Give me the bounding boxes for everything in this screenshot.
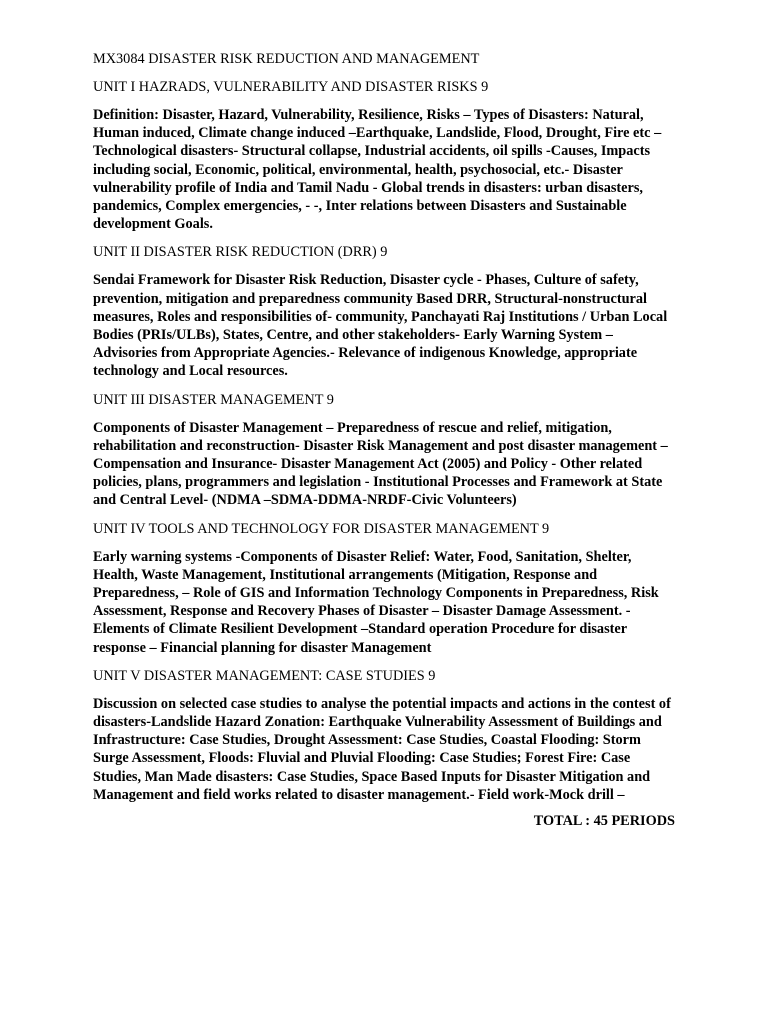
unit-3-heading: UNIT III DISASTER MANAGEMENT 9 <box>93 391 334 408</box>
unit-3-section <box>93 391 675 510</box>
unit-2-heading: UNIT II DISASTER RISK REDUCTION (DRR) 9 <box>93 244 388 261</box>
unit-1-section <box>93 78 675 233</box>
course-title: MX3084 DISASTER RISK REDUCTION AND MANAGEMENT <box>93 51 480 67</box>
unit-5-content: Discussion on selected case studies to analyse the potential impacts and actions in the contest of disasters-Landslide Hazard Zonation: Earthquake Vulnerability Assessment of Buildings and Infrastructure: Case Studies, Drought Assessment: Case Studies, Coastal Flooding: Storm Surge Assessment, Floods: Fluvial and Pluvial Flooding: Case Studies; Forest Fire: Case Studies, Man Made disasters: Case Studies, Space Based Inputs for Disaster Mitigation and Management and field works related to disaster management.- Field work-Mock drill – <box>93 695 671 803</box>
unit-4-section <box>93 520 675 657</box>
unit-2-content: Sendai Framework for Disaster Risk Reduction, Disaster cycle - Phases, Culture of safety, prevention, mitigation and preparedness community Based DRR, Structural-nonstructural measures, Roles and responsibilities of- community, Panchayati Raj Institutions / Urban Local Bodies (PRIs/ULBs), States, Centre, and other stakeholders- Early Warning System – Advisories from Appropriate Agencies.- Relevance of indigenous Knowledge, appropriate technology and Local resources. <box>93 272 668 380</box>
total-periods: TOTAL : 45 PERIODS <box>533 813 675 830</box>
unit-2-section <box>93 243 675 380</box>
unit-5-heading: UNIT V DISASTER MANAGEMENT: CASE STUDIES 9 <box>93 667 436 684</box>
unit-5-section <box>93 667 675 804</box>
syllabus-page <box>93 50 675 830</box>
unit-4-content: Early warning systems -Components of Disaster Relief: Water, Food, Sanitation, Shelter, Health, Waste Management, Institutional arrangements (Mitigation, Response and Preparedness, – Role of GIS and Information Technology Components in Preparedness, Risk Assessment, Response and Recovery Phases of Disaster – Disaster Damage Assessment. - Elements of Climate Resilient Development –Standard operation Procedure for disaster response – Financial planning for disaster Management <box>93 548 659 656</box>
unit-3-content: Components of Disaster Management – Preparedness of rescue and relief, mitigation, rehabilitation and reconstruction- Disaster Risk Management and post disaster management – Compensation and Insurance- Disaster Management Act (2005) and Policy - Other related policies, plans, programmers and legislation - Institutional Processes and Framework at State and Central Level- (NDMA –SDMA-DDMA-NRDF-Civic Volunteers) <box>93 419 668 509</box>
unit-4-heading: UNIT IV TOOLS AND TECHNOLOGY FOR DISASTER MANAGEMENT 9 <box>93 520 550 537</box>
unit-1-heading: UNIT I HAZRADS, VULNERABILITY AND DISASTER RISKS 9 <box>93 79 489 95</box>
unit-1-content: Definition: Disaster, Hazard, Vulnerability, Resilience, Risks – Types of Disasters: Natural, Human induced, Climate change induced –Earthquake, Landslide, Flood, Drought, Fire etc – Technological disasters- Structural collapse, Industrial accidents, oil spills -Causes, Impacts including social, Economic, political, environmental, health, psychosocial, etc.- Disaster vulnerability profile of India and Tamil Nadu - Global trends in disasters: urban disasters, pandemics, Complex emergencies, - -, Inter relations between Disasters and Sustainable development Goals. <box>93 107 662 233</box>
